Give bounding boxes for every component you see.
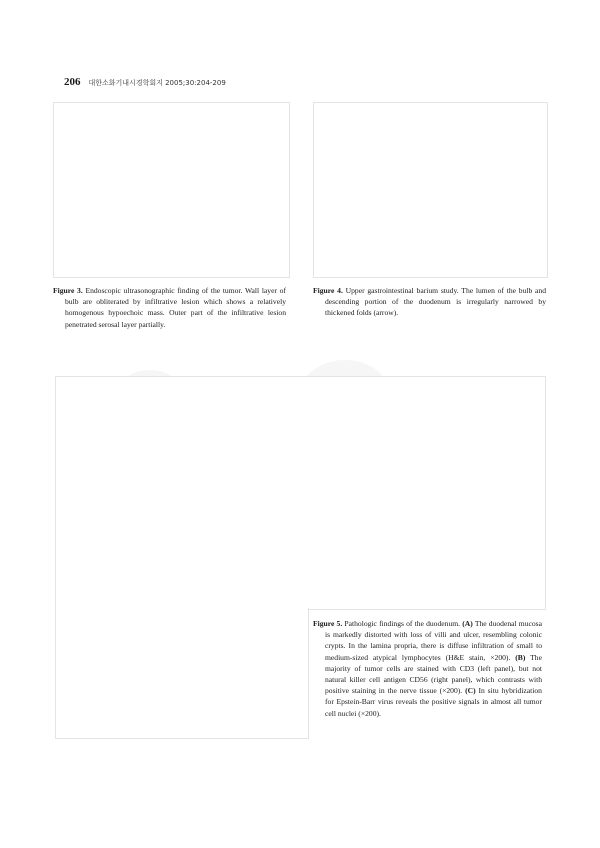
figure-5-caption-part3: The majority of tumor cells are stained with CD3 (left panel), but not natural killer cell antigen CD56 (right panel), which contrasts with positive staining in the nerve tissue (×200). [325, 652, 542, 696]
figure-5-tag-b: (B) [515, 652, 526, 662]
figure-3-label: Figure 3. [53, 286, 83, 295]
figure-3-caption-text: Endoscopic ultrasonographic finding of the tumor. Wall layer of bulb are obliterated by infiltrative lesion which shows a relatively homogenous hypoechoic mass. Outer part of the infiltrative lesion penetrated serosal layer partially. [65, 286, 286, 329]
figure-4-caption-text: Upper gastrointestinal barium study. The lumen of the bulb and descending portion of the duodenum is irregularly narrowed by thickened folds (arrow). [325, 286, 547, 318]
journal-citation: 대한소화기내시경학회지 2005;30:204-209 [88, 79, 226, 87]
page-header [64, 76, 226, 88]
page-number: 206 [64, 76, 81, 88]
figure-4-image [313, 102, 548, 278]
figure-4-caption [313, 285, 546, 319]
figure-5-caption [313, 618, 542, 719]
figure-5-caption-part2: The duodenal mucosa is markedly distorted with loss of villi and ulcer, resembling colonic crypts. In the lamina propria, there is diffuse infiltration of small to medium-sized atypical lymphocytes (H&E stain, ×200). [325, 619, 542, 662]
figure-5-caption-part4: In situ hybridization for Epstein-Barr virus reveals the positive signals in almost all tumor cell nuclei (×200). [325, 686, 542, 718]
figure-5-panel-lower-left [55, 608, 309, 739]
figure-5-panel-large [55, 376, 546, 610]
figure-5-label: Figure 5. [313, 619, 343, 628]
figure-5-tag-a: (A) [462, 619, 473, 628]
figure-5-caption-part1: Pathologic findings of the duodenum. [344, 619, 461, 628]
figure-5-tag-c: (C) [465, 686, 476, 696]
figure-3-caption [53, 285, 286, 330]
figure-4-label: Figure 4. [313, 286, 343, 295]
figure-3-image [53, 102, 290, 278]
